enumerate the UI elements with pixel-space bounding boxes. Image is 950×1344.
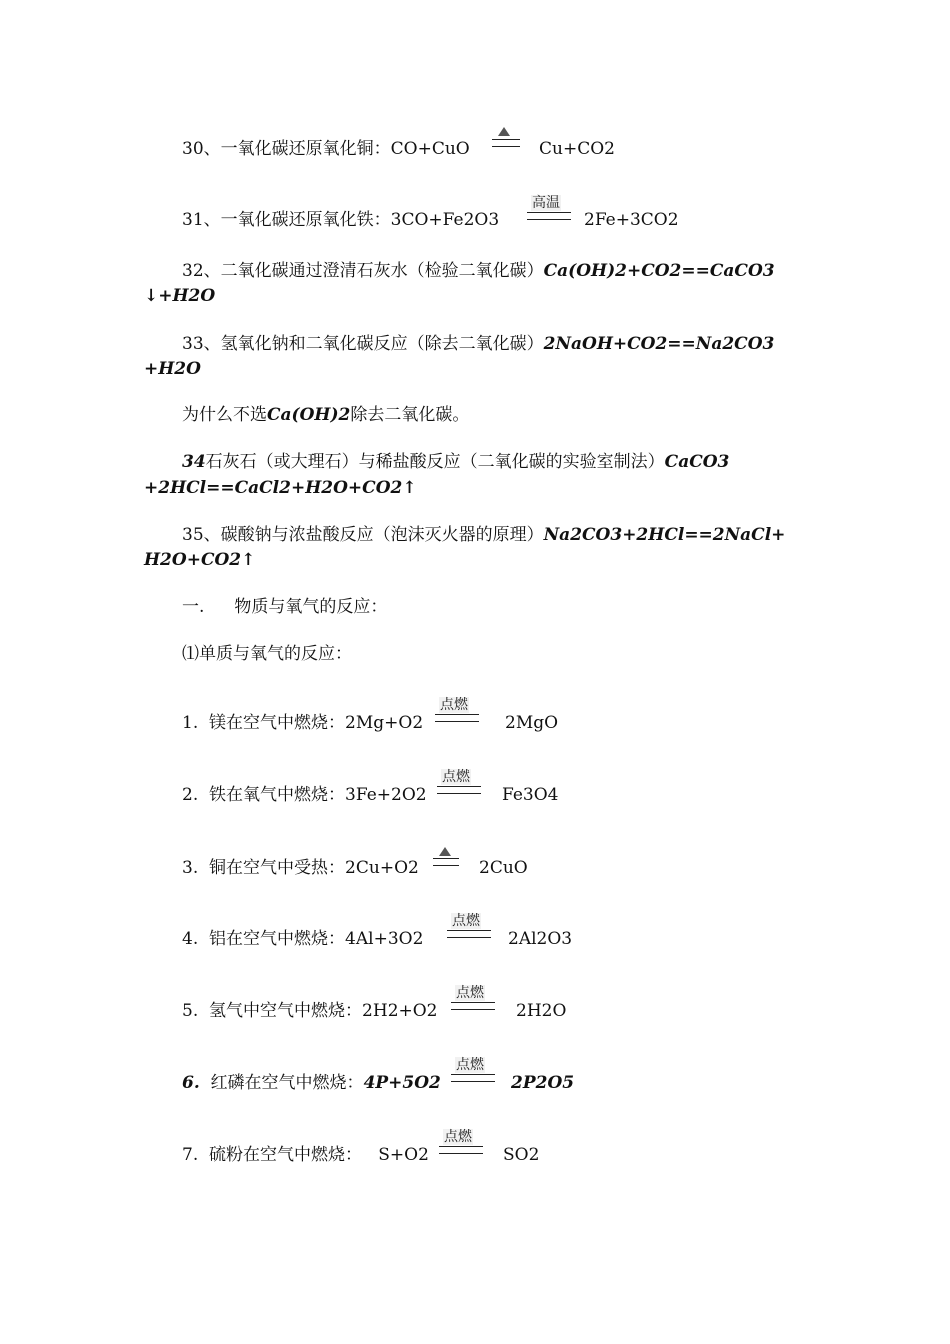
reaction-5 xyxy=(182,1000,438,1022)
reaction-number: 6. xyxy=(182,1073,200,1093)
condition-label: 点燃 xyxy=(456,1057,484,1073)
products: 2CuO xyxy=(479,858,528,878)
condition-label: 点燃 xyxy=(442,769,470,785)
reactants: 3Fe+2O2 xyxy=(345,785,427,805)
products: SO2 xyxy=(503,1145,540,1165)
reaction-6 xyxy=(182,1072,441,1094)
reaction-label: 氢气中空气中燃烧： xyxy=(209,1001,363,1021)
reaction-31 xyxy=(182,209,499,231)
reactants: CO+CuO xyxy=(390,139,470,159)
reaction-label: 32、二氧化碳通过澄清石灰水（检验二氧化碳） xyxy=(182,261,544,281)
reaction-label: 铜在空气中受热： xyxy=(209,858,346,878)
reactants: 3CO+Fe2O3 xyxy=(390,210,500,230)
products: 2Al2O3 xyxy=(508,929,573,949)
equation: 2NaOH+CO2==Na2CO3 xyxy=(543,334,775,354)
question-pre: 为什么不选 xyxy=(182,405,267,425)
reaction-7 xyxy=(182,1144,429,1166)
reaction-30 xyxy=(182,138,470,160)
equation-continued: ↓+H2O xyxy=(144,286,216,306)
equation: CaCO3 xyxy=(664,452,730,472)
condition-equals xyxy=(451,1074,495,1082)
section-title: 物质与氧气的反应： xyxy=(234,597,388,617)
reaction-number: 7. xyxy=(182,1145,199,1165)
reaction-label: 35、碳酸钠与浓盐酸反应（泡沫灭火器的原理） xyxy=(182,525,544,545)
reaction-1 xyxy=(182,712,423,734)
question-line xyxy=(182,404,469,426)
reaction-35 xyxy=(182,524,785,546)
section-number: 一. xyxy=(182,597,205,617)
subsection-heading: ⑴单质与氧气的反应： xyxy=(182,644,352,664)
equation: Ca(OH)2+CO2==CaCO3 xyxy=(543,261,775,281)
reaction-number: 2. xyxy=(182,785,199,805)
products: Cu+CO2 xyxy=(539,139,615,159)
condition-equals xyxy=(435,714,479,722)
reactants: 2Cu+O2 xyxy=(345,858,419,878)
condition-equals xyxy=(492,139,520,147)
condition-label: 点燃 xyxy=(452,913,480,929)
condition-equals xyxy=(433,858,459,866)
reaction-number: 4. xyxy=(182,929,199,949)
equation-continued: H2O+CO2↑ xyxy=(144,550,256,570)
condition-equals xyxy=(527,212,571,220)
reaction-label: 红磷在空气中燃烧： xyxy=(210,1073,364,1093)
condition-label: 点燃 xyxy=(456,985,484,1001)
reaction-label: 33、氢氧化钠和二氧化碳反应（除去二氧化碳） xyxy=(182,334,544,354)
reactants: 4P+5O2 xyxy=(363,1073,441,1093)
equation-continued: +2HCl==CaCl2+H2O+CO2↑ xyxy=(144,478,417,498)
reaction-number: 3. xyxy=(182,858,199,878)
reaction-number: 1. xyxy=(182,713,199,733)
equation-continued: +H2O xyxy=(144,359,201,379)
question-post: 除去二氧化碳。 xyxy=(350,405,470,425)
reactants: S+O2 xyxy=(378,1145,429,1165)
reaction-number: 5. xyxy=(182,1001,199,1021)
condition-label: 点燃 xyxy=(440,697,468,713)
section-heading xyxy=(182,596,387,618)
products: 2MgO xyxy=(505,713,559,733)
condition-equals xyxy=(447,930,491,938)
reaction-label: 30、一氧化碳还原氧化铜： xyxy=(182,139,391,159)
reaction-4 xyxy=(182,928,423,950)
heat-triangle-icon xyxy=(498,127,510,136)
reaction-label: 铁在氧气中燃烧： xyxy=(209,785,346,805)
reactants: 2H2+O2 xyxy=(362,1001,438,1021)
products: 2P2O5 xyxy=(511,1073,575,1093)
reaction-34 xyxy=(182,451,729,473)
products: 2Fe+3CO2 xyxy=(584,210,679,230)
heat-triangle-icon xyxy=(439,847,451,856)
reaction-label: 铝在空气中燃烧： xyxy=(209,929,346,949)
question-formula: Ca(OH)2 xyxy=(267,405,351,425)
reaction-label: 31、一氧化碳还原氧化铁： xyxy=(182,210,391,230)
products: Fe3O4 xyxy=(502,785,559,805)
condition-label: 点燃 xyxy=(444,1129,472,1145)
reactants: 2Mg+O2 xyxy=(345,713,424,733)
reaction-label: 石灰石（或大理石）与稀盐酸反应（二氧化碳的实验室制法） xyxy=(205,452,665,472)
condition-equals xyxy=(439,1146,483,1154)
condition-equals xyxy=(437,786,481,794)
condition-equals xyxy=(451,1002,495,1010)
reaction-number: 34 xyxy=(182,452,206,472)
reaction-label: 镁在空气中燃烧： xyxy=(209,713,346,733)
products: 2H2O xyxy=(516,1001,567,1021)
reaction-2 xyxy=(182,784,427,806)
condition-label: 高温 xyxy=(532,195,560,211)
equation: Na2CO3+2HCl==2NaCl+ xyxy=(543,525,786,545)
reaction-33 xyxy=(182,333,774,355)
reaction-3 xyxy=(182,857,419,879)
reaction-label: 硫粉在空气中燃烧： xyxy=(209,1145,363,1165)
reactants: 4Al+3O2 xyxy=(345,929,424,949)
reaction-32 xyxy=(182,260,775,282)
